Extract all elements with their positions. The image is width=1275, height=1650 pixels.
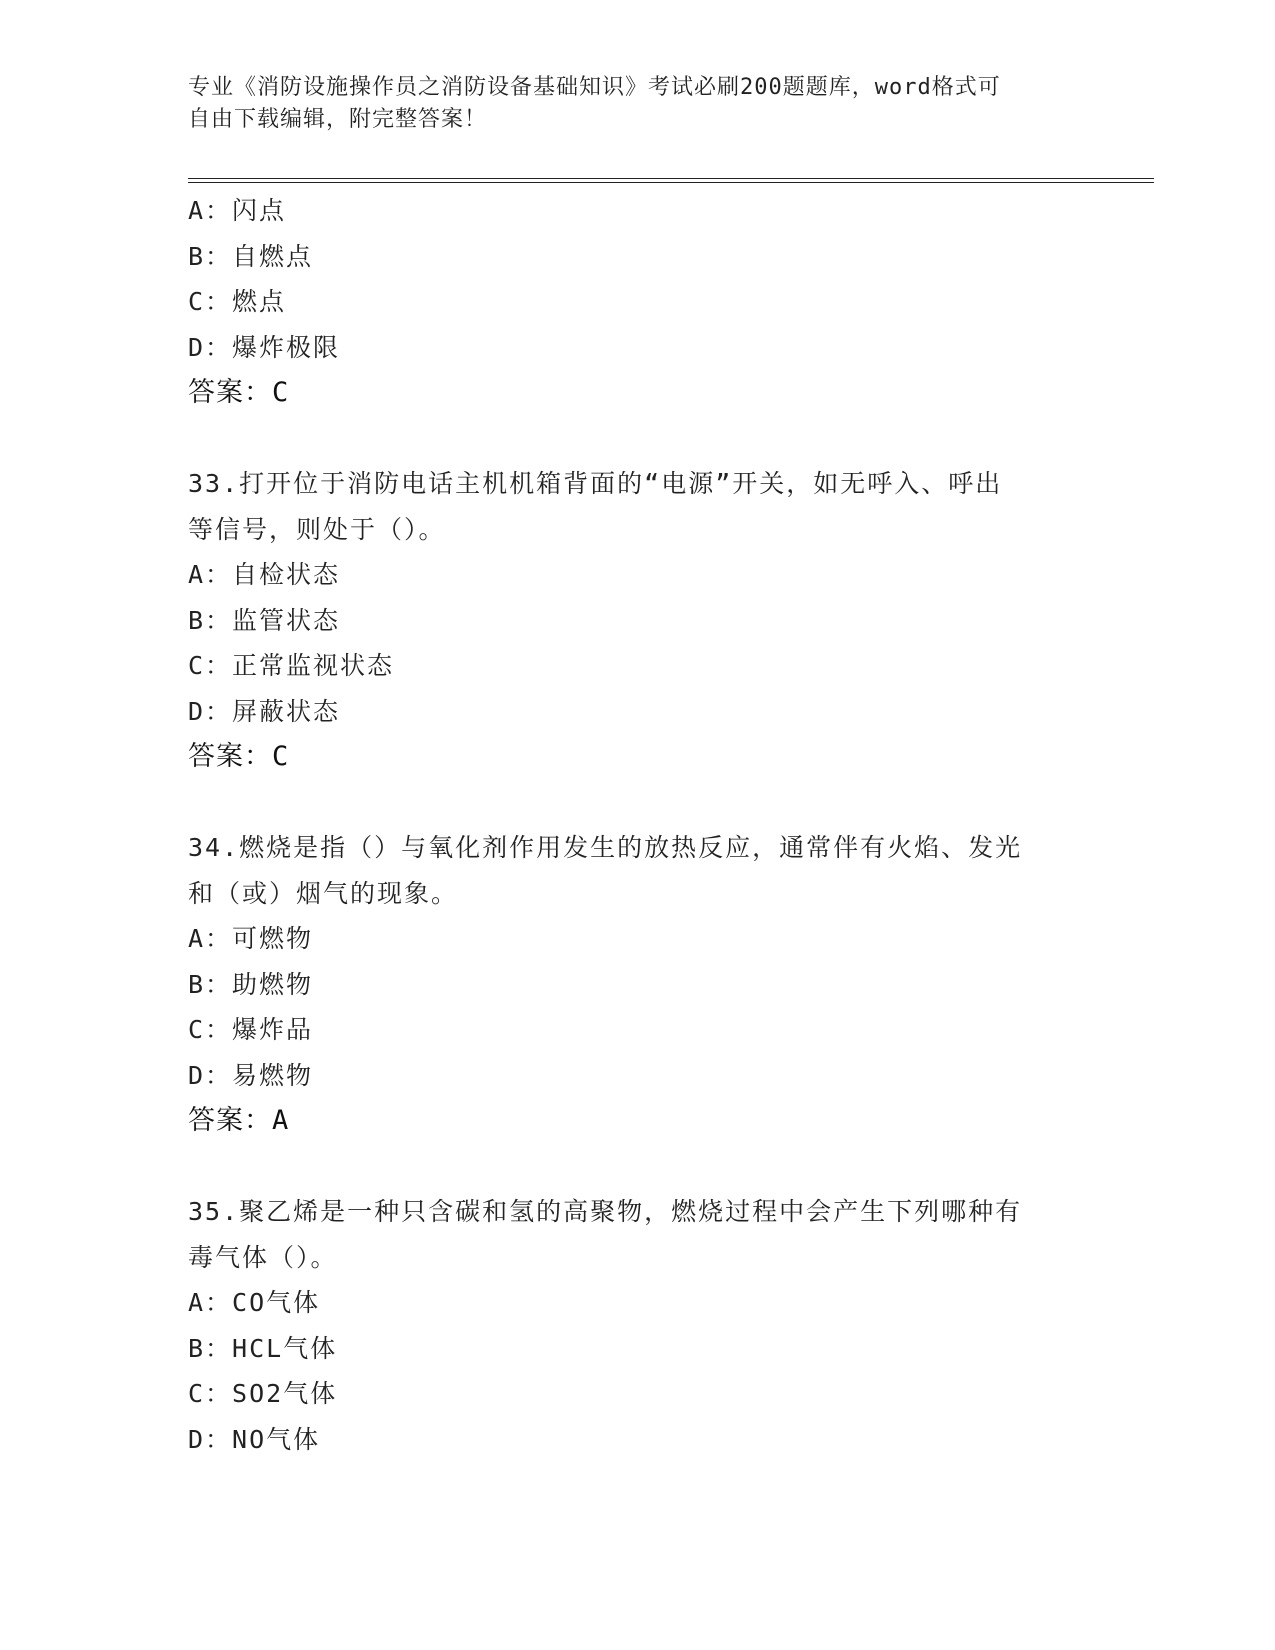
option-a: A：CO气体	[188, 1288, 321, 1317]
question-stem-line-2: 等信号，则处于（）。	[188, 514, 446, 544]
answer-line: 答案：C	[188, 741, 290, 772]
option-b: B：HCL气体	[188, 1333, 338, 1363]
option-c: C：正常监视状态	[188, 651, 395, 680]
question-35	[188, 1189, 1088, 1462]
question-spacer	[188, 1144, 1088, 1190]
question-list	[188, 188, 1088, 1462]
question-stem-line-1: 33.打开位于消防电话主机机箱背面的“电源”开关，如无呼入、呼出	[188, 469, 1003, 498]
option-b: B：监管状态	[188, 605, 341, 635]
question-stem-line-1: 35.聚乙烯是一种只含碳和氢的高聚物，燃烧过程中会产生下列哪种有	[188, 1197, 1023, 1226]
question-stem-line-1: 34.燃烧是指（）与氧化剂作用发生的放热反应，通常伴有火焰、发光	[188, 833, 1023, 862]
question-spacer	[188, 416, 1088, 462]
option-b: B：助燃物	[188, 969, 314, 999]
question-stem-line-2: 毒气体（）。	[188, 1242, 338, 1272]
option-d: D：易燃物	[188, 1060, 314, 1090]
header-divider-bottom	[188, 182, 1154, 183]
question-spacer	[188, 780, 1088, 826]
header-title-line-2: 自由下载编辑，附完整答案！	[188, 107, 488, 132]
option-c: C：SO2气体	[188, 1379, 338, 1408]
answer-line: 答案：C	[188, 377, 290, 408]
option-a: A：可燃物	[188, 924, 314, 953]
question-32-options	[188, 188, 1088, 416]
option-a: A：闪点	[188, 196, 287, 225]
header-divider-top	[188, 178, 1154, 179]
option-c: C：爆炸品	[188, 1015, 314, 1044]
option-a: A：自检状态	[188, 560, 341, 589]
option-c: C：燃点	[188, 287, 287, 316]
option-d: D：屏蔽状态	[188, 696, 341, 726]
option-b: B：自燃点	[188, 241, 314, 271]
header-title-line-1: 专业《消防设施操作员之消防设备基础知识》考试必刷200题题库，word格式可	[188, 75, 1001, 100]
question-34	[188, 825, 1088, 1144]
option-d: D：NO气体	[188, 1424, 321, 1454]
document-header	[188, 72, 1068, 136]
option-d: D：爆炸极限	[188, 332, 341, 362]
question-33	[188, 461, 1088, 780]
question-stem-line-2: 和（或）烟气的现象。	[188, 878, 459, 908]
answer-line: 答案：A	[188, 1105, 290, 1136]
